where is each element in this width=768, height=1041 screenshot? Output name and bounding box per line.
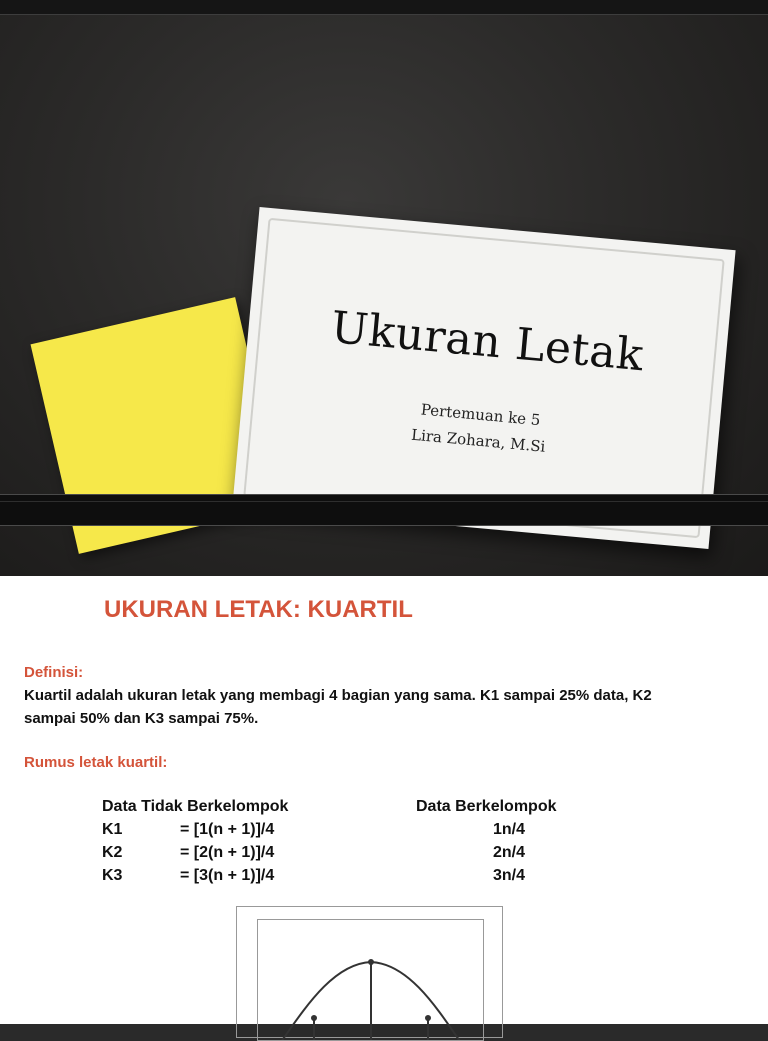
definition-text	[24, 684, 724, 730]
definition-heading: Definisi:	[24, 664, 84, 681]
author-label: Lira Zohara, M.Si	[410, 425, 547, 456]
row-label-k1: K1	[102, 821, 123, 838]
row-grouped-k2: 2n/4	[493, 844, 526, 861]
header-grouped: Data Berkelompok	[416, 798, 557, 815]
top-bar	[0, 0, 768, 15]
formula-heading: Rumus letak kuartil:	[24, 754, 168, 771]
row-ungrouped-k3: = [3(n + 1)]/4	[180, 867, 275, 884]
dark-band	[0, 494, 768, 526]
distribution-figure	[236, 906, 503, 1038]
bell-curve-graphic	[258, 920, 483, 1040]
row-label-k3: K3	[102, 867, 123, 884]
slide-heading: UKURAN LETAK: KUARTIL	[104, 596, 413, 623]
row-grouped-k3: 3n/4	[493, 867, 526, 884]
meeting-label: Pertemuan ke 5	[420, 400, 542, 430]
row-ungrouped-k1: = [1(n + 1)]/4	[180, 821, 275, 838]
header-ungrouped: Data Tidak Berkelompok	[102, 798, 289, 815]
definition-line-1: Kuartil adalah ukuran letak yang membagi 4 bagian yang sama. K1 sampai 25% data, K2	[24, 687, 652, 704]
row-grouped-k1: 1n/4	[493, 821, 526, 838]
definition-line-2: sampai 50% dan K3 sampai 75%.	[24, 710, 259, 727]
figure-frame	[257, 919, 484, 1041]
row-ungrouped-k2: = [2(n + 1)]/4	[180, 844, 275, 861]
slide-title: Ukuran Letak	[328, 302, 646, 382]
content-slide	[0, 576, 768, 1024]
row-label-k2: K2	[102, 844, 123, 861]
